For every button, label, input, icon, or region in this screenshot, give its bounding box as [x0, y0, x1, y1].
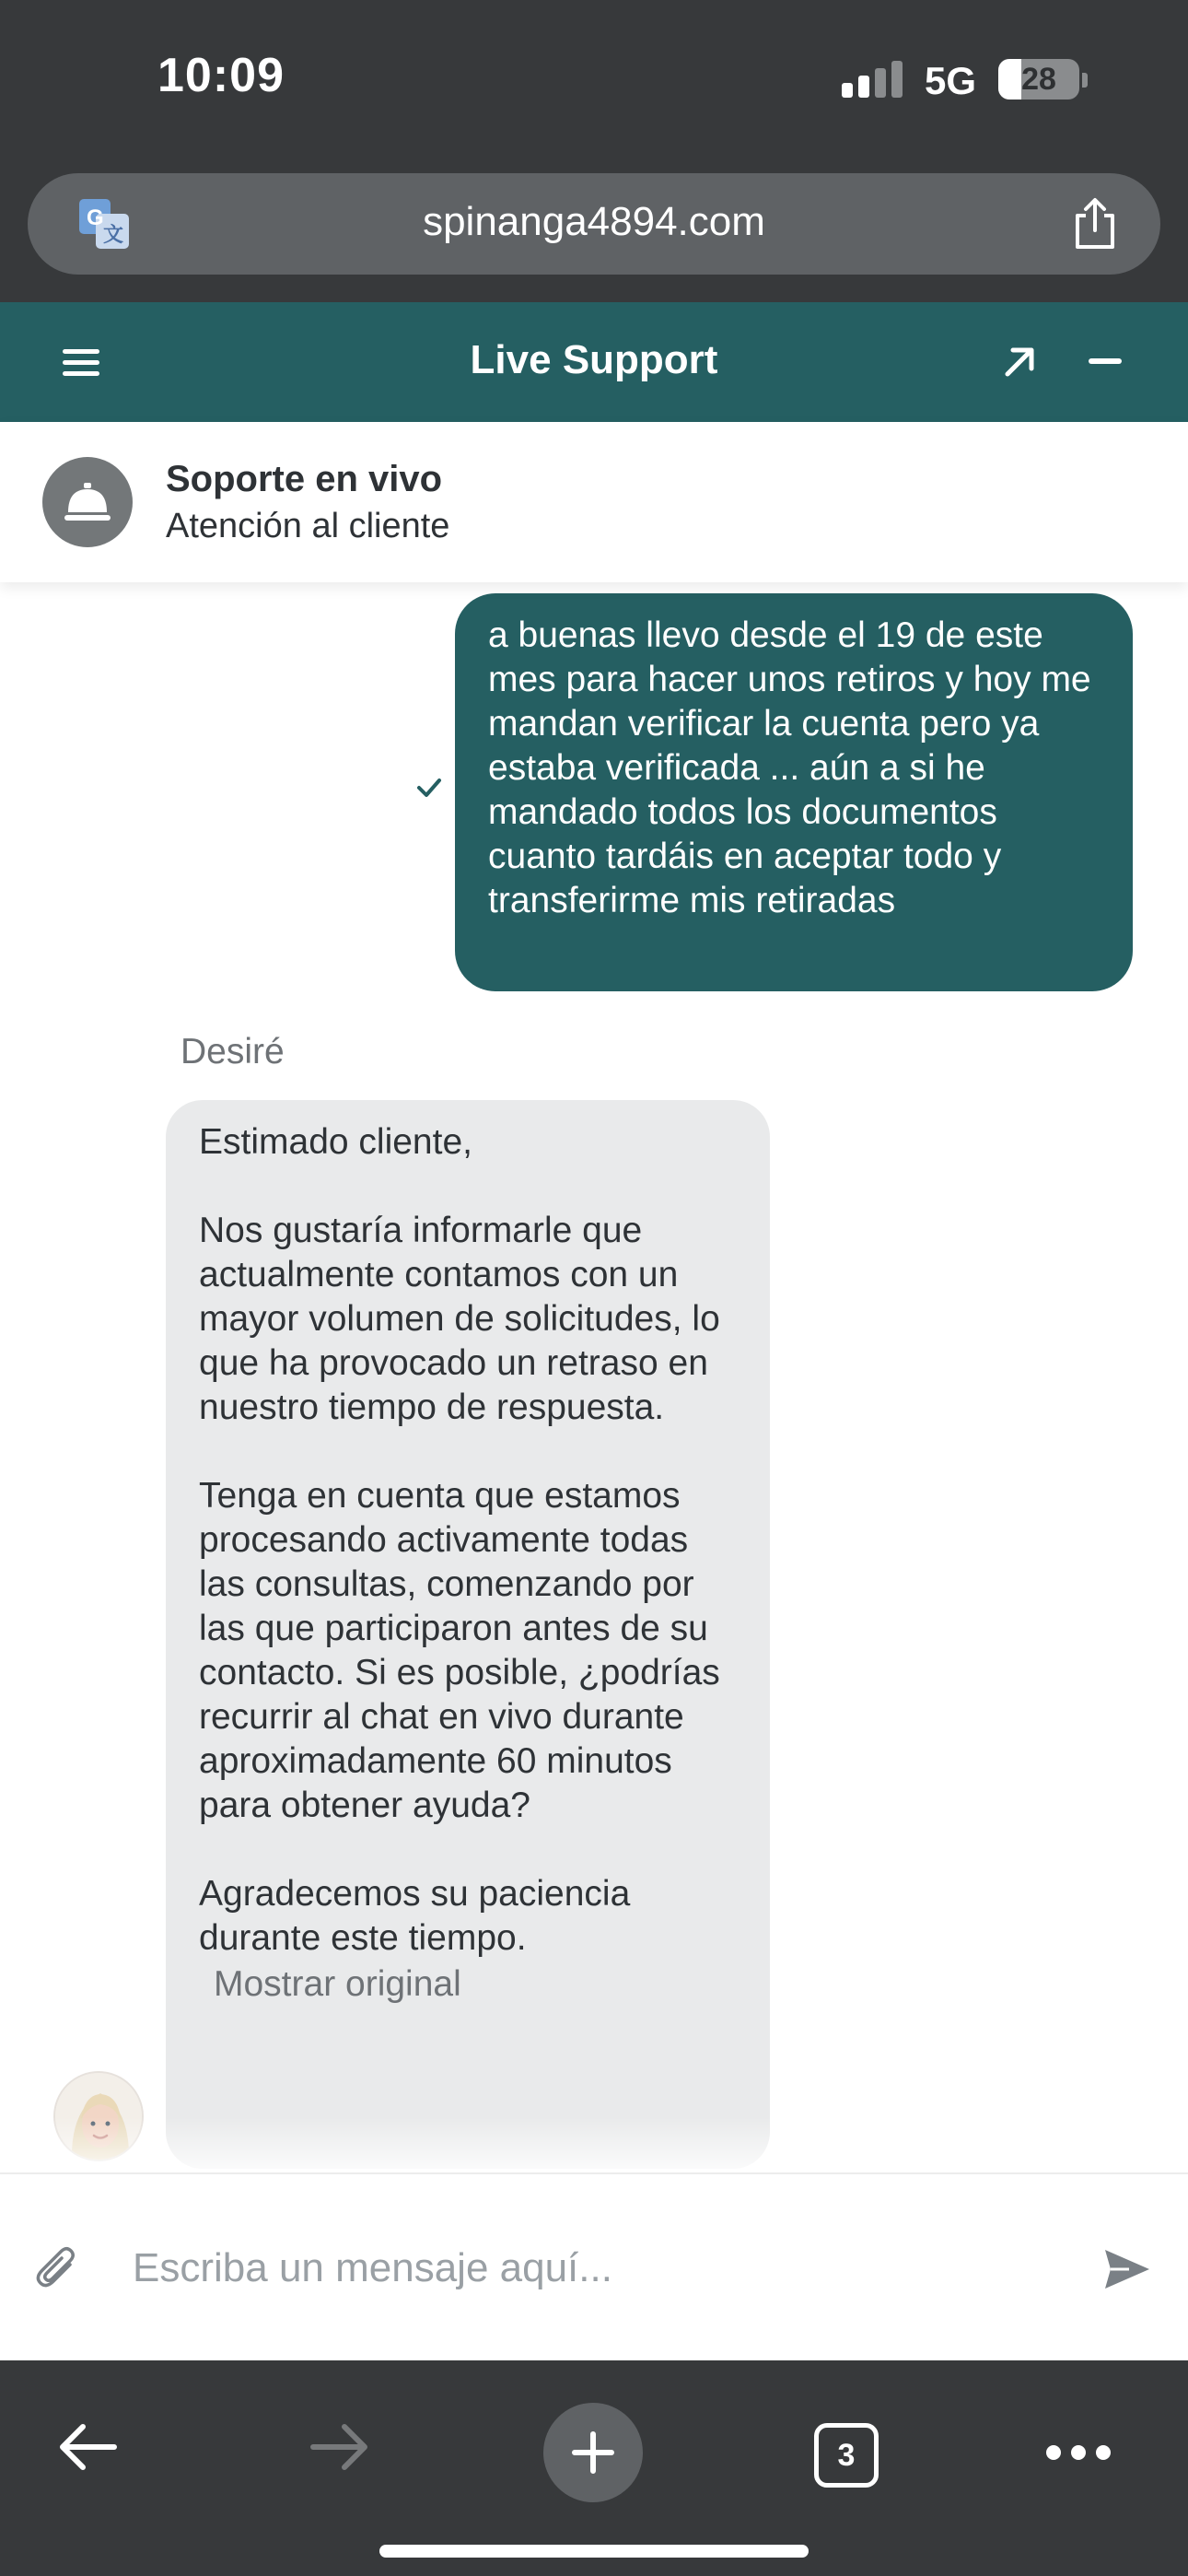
address-bar[interactable] — [28, 173, 1160, 275]
battery-percent: 28 — [1021, 62, 1056, 97]
minimize-icon[interactable] — [1089, 358, 1122, 364]
message-input[interactable] — [133, 2233, 1054, 2303]
scroll-fade — [0, 2117, 1188, 2172]
battery-icon — [998, 59, 1079, 100]
agent-message-paragraph: Agradecemos su paciencia durante este tiempo. — [199, 1874, 631, 1958]
service-bell-avatar — [42, 457, 133, 547]
widget-title: Live Support — [470, 337, 718, 382]
tabs-count-button[interactable]: 3 — [814, 2423, 879, 2488]
agent-message-paragraph: Nos gustaría informarle que actualmente contamos con un mayor volumen de solicitudes, lo que ha provocado un retraso en nuestro tiempo de respuesta. — [199, 1211, 720, 1427]
network-type: 5G — [925, 59, 977, 102]
agent-info-bar — [0, 422, 1188, 582]
message-composer — [0, 2172, 1188, 2360]
expand-arrow-icon[interactable] — [1000, 343, 1039, 381]
svg-text:文: 文 — [103, 223, 124, 246]
browser-toolbar — [0, 2360, 1188, 2576]
agent-message-bubble — [166, 1100, 770, 2169]
forward-arrow-icon[interactable] — [308, 2421, 372, 2473]
service-bell-icon — [63, 477, 112, 527]
agent-sender-name: Desiré — [181, 1032, 285, 1071]
paperclip-attach-icon[interactable] — [33, 2244, 79, 2292]
url-text[interactable]: spinanga4894.com — [423, 199, 765, 244]
cellular-signal-icon — [842, 61, 903, 98]
agent-bar-subtitle: Atención al cliente — [166, 507, 450, 545]
sent-check-icon — [416, 778, 442, 798]
home-indicator — [379, 2545, 809, 2558]
user-message-text: a buenas llevo desde el 19 de este mes para hacer unos retiros y hoy me mandan verificar la cuenta pero ya estaba verificada ... aún a si he mandado todos los documentos cuanto tardáis en aceptar todo y transferirme mis retiradas — [488, 615, 1091, 920]
share-icon[interactable] — [1070, 197, 1120, 251]
show-original-link[interactable]: Mostrar original — [214, 1964, 461, 2004]
widget-header — [0, 302, 1188, 422]
back-arrow-icon[interactable] — [55, 2421, 120, 2473]
agent-bar-title: Soporte en vivo — [166, 459, 443, 499]
chat-messages[interactable] — [0, 582, 1188, 2172]
agent-message-paragraph: Tenga en cuenta que estamos procesando activamente todas las consultas, comenzando por las que participaron antes de su contacto. Si es posible, ¿podrías recurrir al chat en vivo durante aproximadamente 60 minutos para obtener ayuda? — [199, 1476, 720, 1825]
battery-tip — [1082, 73, 1088, 88]
send-icon[interactable] — [1101, 2246, 1151, 2292]
browser-chrome-top — [0, 0, 1188, 302]
plus-icon — [571, 2430, 615, 2475]
more-options-icon[interactable] — [1046, 2445, 1111, 2460]
new-tab-button[interactable] — [543, 2403, 643, 2502]
user-message-bubble — [455, 593, 1133, 991]
agent-message-paragraph: Estimado cliente, — [199, 1122, 472, 1162]
status-time: 10:09 — [157, 49, 285, 102]
svg-text:G: G — [87, 205, 104, 230]
